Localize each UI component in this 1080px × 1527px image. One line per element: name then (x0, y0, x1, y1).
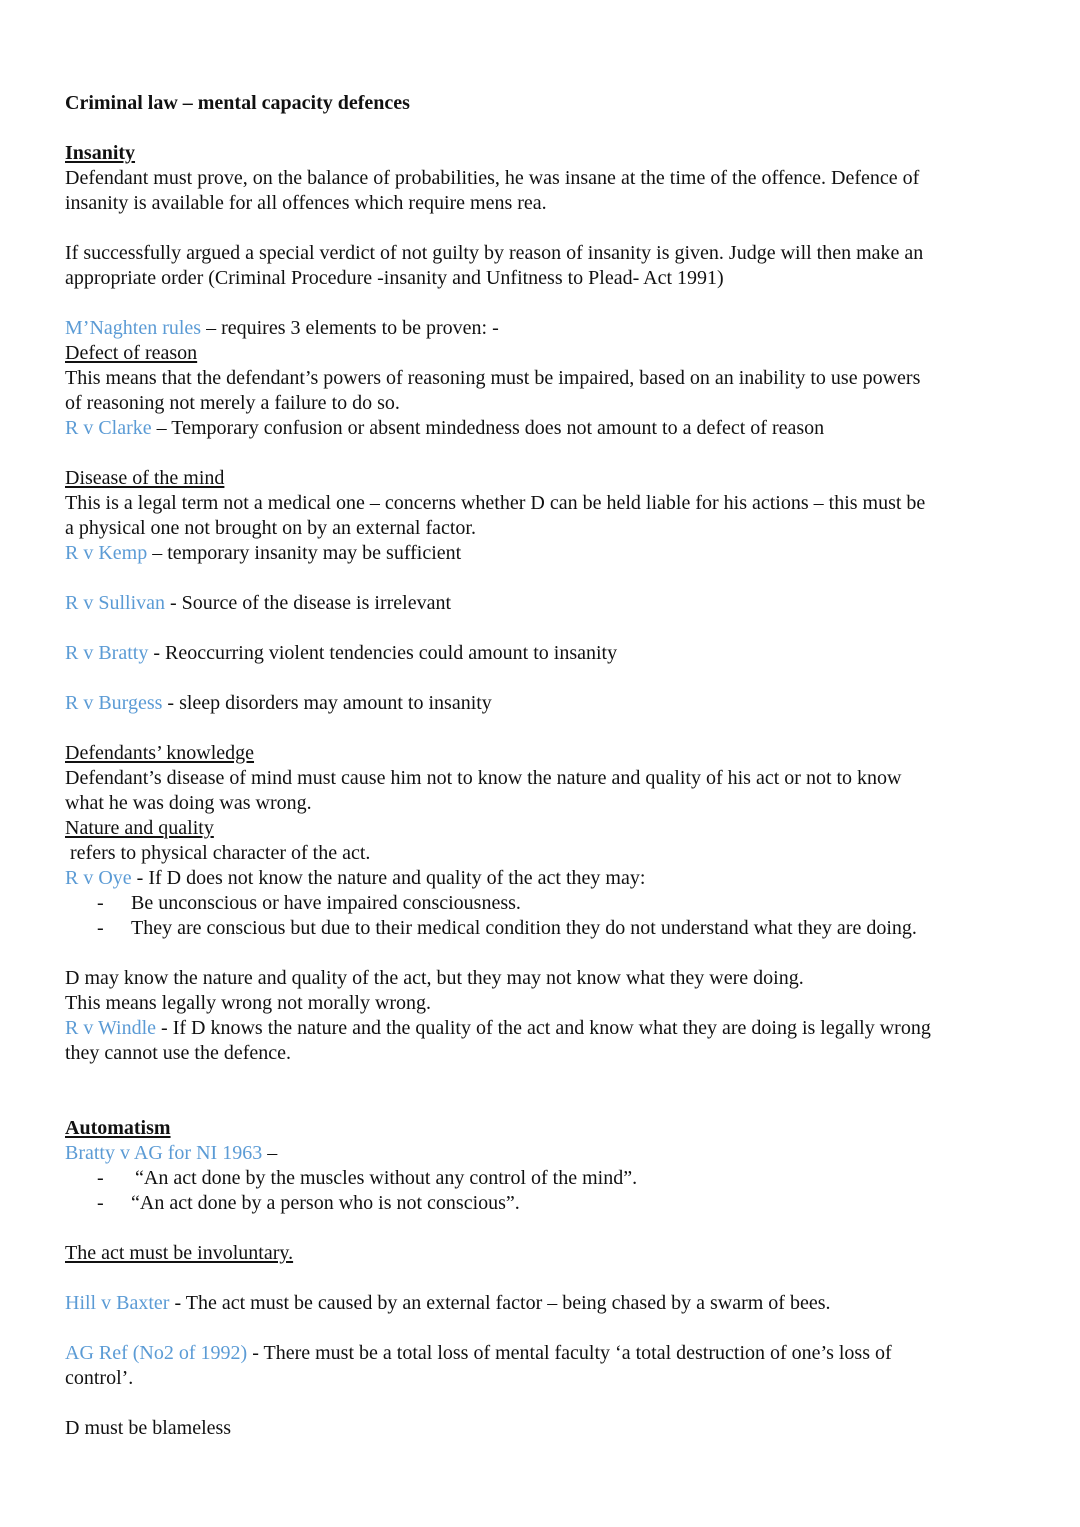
insanity-heading: Insanity (65, 142, 136, 164)
bullet-dash: - (97, 1167, 104, 1189)
hill-baxter-line (65, 1291, 830, 1316)
disease-paragraph-line: This is a legal term not a medical one – concerns whether D can be held liable for his actions – this must be (65, 492, 926, 514)
insanity-paragraph-line: insanity is available for all offences which require mens rea. (65, 192, 547, 214)
windle-line (65, 1016, 931, 1041)
burgess-line (65, 691, 492, 716)
page-title: Criminal law – mental capacity defences (65, 92, 410, 114)
defendants-knowledge-heading: Defendants’ knowledge (65, 742, 255, 764)
kemp-line (65, 541, 461, 566)
case-name: R v Oye (65, 867, 132, 889)
case-text: - Source of the disease is irrelevant (165, 592, 452, 614)
list-item: “An act done by the muscles without any control of the mind”. (135, 1167, 638, 1189)
insanity-paragraph-line: Defendant must prove, on the balance of probabilities, he was insane at the time of the offence. Defence of (65, 167, 920, 189)
case-name: R v Sullivan (65, 592, 166, 614)
case-name: R v Windle (65, 1017, 157, 1039)
clarke-line (65, 416, 824, 441)
case-text: - If D does not know the nature and quality of the act they may: (131, 867, 646, 889)
case-name: R v Burgess (65, 692, 163, 714)
case-text: - The act must be caused by an external factor – being chased by a swarm of bees. (169, 1292, 831, 1314)
case-name: R v Bratty (65, 642, 149, 664)
bratty-ag-line (65, 1141, 277, 1166)
nature-quality-text: refers to physical character of the act. (65, 842, 371, 864)
ag-ref-line (65, 1341, 892, 1366)
wrongness-paragraph-line: This means legally wrong not morally wrong. (65, 992, 432, 1014)
ag-ref-line-continued: control’. (65, 1367, 134, 1389)
case-name: AG Ref (No2 of 1992) (65, 1342, 248, 1364)
disease-of-mind-heading: Disease of the mind (65, 467, 225, 489)
bratty-line (65, 641, 617, 666)
oye-line (65, 866, 645, 891)
case-name: R v Clarke (65, 417, 152, 439)
case-text: – Temporary confusion or absent mindedness does not amount to a defect of reason (151, 417, 825, 439)
bullet-dash: - (97, 917, 104, 939)
wrongness-paragraph-line: D may know the nature and quality of the act, but they may not know what they were doing. (65, 967, 804, 989)
case-text: – temporary insanity may be sufficient (147, 542, 462, 564)
defect-of-reason-heading: Defect of reason (65, 342, 198, 364)
knowledge-paragraph-line: what he was doing was wrong. (65, 792, 312, 814)
case-text: - If D knows the nature and the quality of the act and know what they are doing is legally wrong (156, 1017, 931, 1039)
case-name: Bratty v AG for NI 1963 (65, 1142, 263, 1164)
windle-line-continued: they cannot use the defence. (65, 1042, 292, 1064)
list-item: “An act done by a person who is not conscious”. (131, 1192, 520, 1214)
case-text: - sleep disorders may amount to insanity (162, 692, 492, 714)
case-text: - There must be a total loss of mental faculty ‘a total destruction of one’s loss of (247, 1342, 892, 1364)
blameless-line: D must be blameless (65, 1417, 232, 1439)
involuntary-heading: The act must be involuntary. (65, 1242, 294, 1264)
case-name: M’Naghten rules (65, 317, 202, 339)
nature-quality-heading: Nature and quality (65, 817, 214, 839)
defect-paragraph-line: of reasoning not merely a failure to do so. (65, 392, 400, 414)
list-item: They are conscious but due to their medical condition they do not understand what they are doing. (131, 917, 917, 939)
disease-paragraph-line: a physical one not brought on by an external factor. (65, 517, 476, 539)
case-name: R v Kemp (65, 542, 148, 564)
sullivan-line (65, 591, 451, 616)
verdict-paragraph-line: appropriate order (Criminal Procedure -insanity and Unfitness to Plead- Act 1991) (65, 267, 724, 289)
knowledge-paragraph-line: Defendant’s disease of mind must cause him not to know the nature and quality of his act or not to know (65, 767, 902, 789)
case-text: – (262, 1142, 278, 1164)
mnaghten-line (65, 316, 499, 341)
bullet-dash: - (97, 1192, 104, 1214)
automatism-heading: Automatism (65, 1117, 171, 1139)
case-name: Hill v Baxter (65, 1292, 170, 1314)
verdict-paragraph-line: If successfully argued a special verdict of not guilty by reason of insanity is given. Judge will then make an (65, 242, 924, 264)
defect-paragraph-line: This means that the defendant’s powers of reasoning must be impaired, based on an inability to use powers (65, 367, 921, 389)
case-text: - Reoccurring violent tendencies could amount to insanity (148, 642, 618, 664)
case-text: – requires 3 elements to be proven: - (201, 317, 499, 339)
bullet-dash: - (97, 892, 104, 914)
list-item: Be unconscious or have impaired consciousness. (131, 892, 521, 914)
